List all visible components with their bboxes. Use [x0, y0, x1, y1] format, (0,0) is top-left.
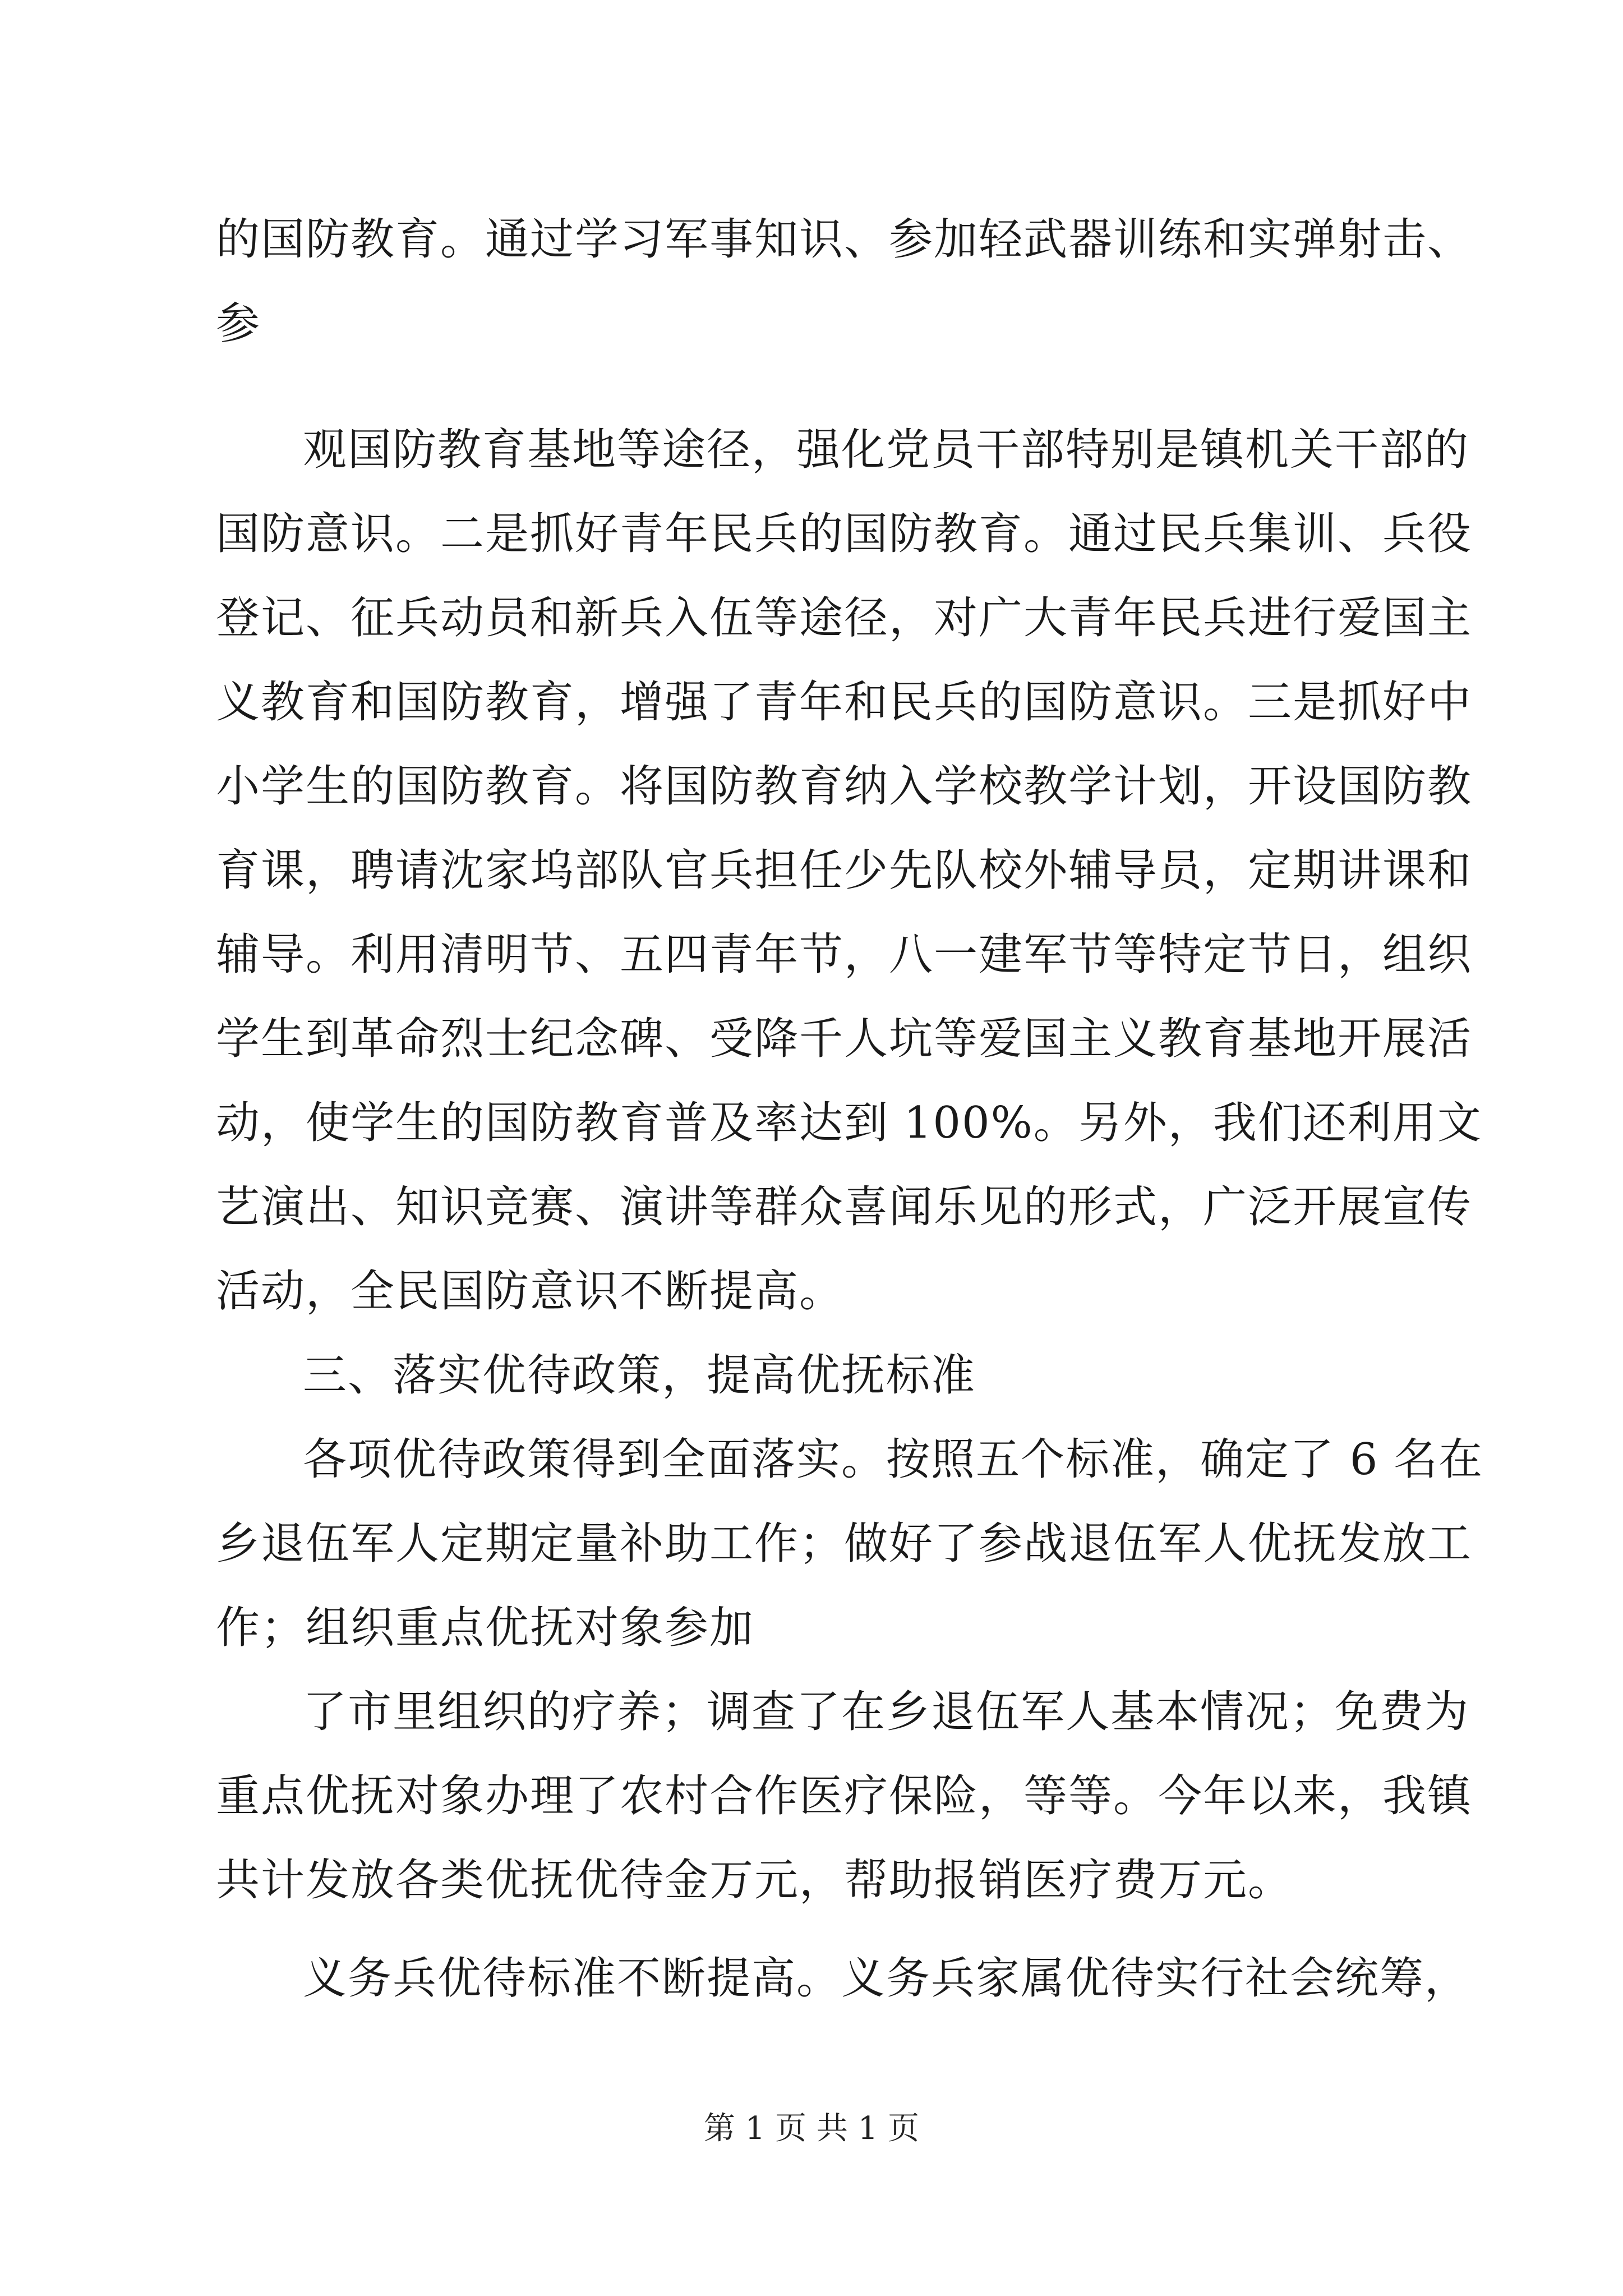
text-line: 共计发放各类优抚优待金万元，帮助报销医疗费万元。: [216, 1855, 1293, 1906]
text-line: 小学生的国防教育。将国防教育纳入学校教学计划，开设国防教: [216, 761, 1473, 812]
text-line: 参: [216, 298, 261, 349]
text-line: 活动，全民国防意识不断提高。: [216, 1266, 845, 1317]
text-line: 的国防教育。通过学习军事知识、参加轻武器训练和实弹射击、: [216, 214, 1473, 265]
text-line: 了市里组织的疗养；调查了在乡退伍军人基本情况；免费为: [303, 1687, 1470, 1737]
text-line: 义务兵优待标准不断提高。义务兵家属优待实行社会统筹，: [303, 1953, 1470, 2004]
text-line: 育课，聘请沈家坞部队官兵担任少先队校外辅导员，定期讲课和: [216, 845, 1473, 896]
text-line: 重点优抚对象办理了农村合作医疗保险，等等。今年以来，我镇: [216, 1771, 1473, 1821]
text-line: 学生到革命烈士纪念碑、受降千人坑等爱国主义教育基地开展活: [216, 1014, 1473, 1064]
text-line: 观国防教育基地等途径，强化党员干部特别是镇机关干部的: [303, 425, 1470, 475]
text-line: 国防意识。二是抓好青年民兵的国防教育。通过民兵集训、兵役: [216, 509, 1473, 559]
text-line: 乡退伍军人定期定量补助工作；做好了参战退伍军人优抚发放工: [216, 1519, 1473, 1569]
section-heading: 三、落实优待政策，提高优抚标准: [303, 1350, 976, 1401]
text-line: 辅导。利用清明节、五四青年节，八一建军节等特定节日，组织: [216, 930, 1473, 980]
text-line: 作；组织重点优抚对象参加: [216, 1603, 755, 1653]
text-line: 各项优待政策得到全面落实。按照五个标准，确定了 6 名在: [303, 1434, 1484, 1485]
text-line: 动，使学生的国防教育普及率达到 100%。另外，我们还利用文: [216, 1098, 1482, 1148]
text-line: 登记、征兵动员和新兵入伍等途径，对广大青年民兵进行爱国主: [216, 593, 1473, 643]
text-line: 义教育和国防教育，增强了青年和民兵的国防意识。三是抓好中: [216, 677, 1473, 728]
page-number-footer: 第 1 页 共 1 页: [703, 2110, 920, 2147]
text-line: 艺演出、知识竞赛、演讲等群众喜闻乐见的形式，广泛开展宣传: [216, 1182, 1473, 1232]
